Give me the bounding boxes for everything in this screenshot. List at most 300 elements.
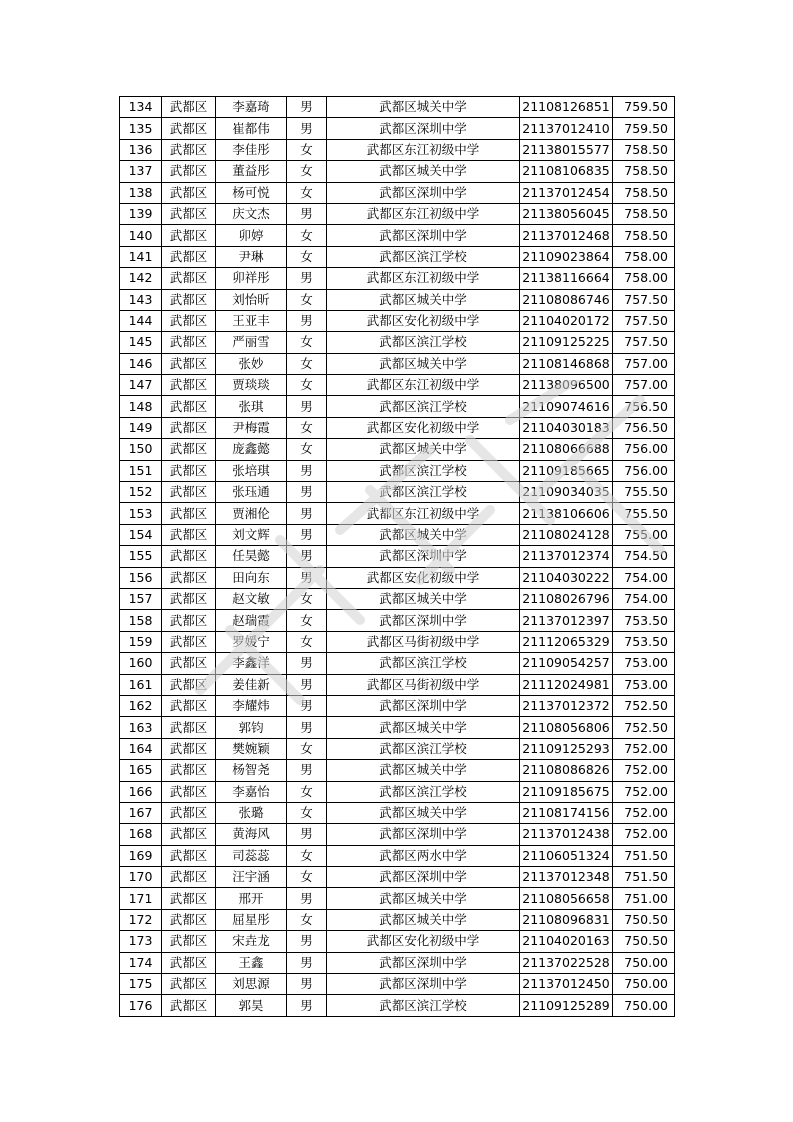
name-cell: 赵瑞霞 <box>216 610 287 631</box>
seq-cell: 152 <box>120 482 162 503</box>
score-cell: 758.00 <box>613 268 675 289</box>
table-row <box>120 695 675 716</box>
name-cell: 王鑫 <box>216 952 287 973</box>
score-cell: 756.50 <box>613 417 675 438</box>
school-cell: 武都区滨江学校 <box>327 995 520 1016</box>
gender-cell: 女 <box>287 417 327 438</box>
name-cell: 郭昊 <box>216 995 287 1016</box>
name-cell: 杨智尧 <box>216 760 287 781</box>
score-cell: 753.00 <box>613 674 675 695</box>
gender-cell: 女 <box>287 631 327 652</box>
school-cell: 武都区滨江学校 <box>327 738 520 759</box>
score-cell: 757.00 <box>613 353 675 374</box>
table-row <box>120 931 675 952</box>
exam-id-cell: 21109054257 <box>520 653 613 674</box>
school-cell: 武都区城关中学 <box>327 760 520 781</box>
seq-cell: 162 <box>120 695 162 716</box>
exam-id-cell: 21108056658 <box>520 888 613 909</box>
exam-id-cell: 21137012450 <box>520 974 613 995</box>
school-cell: 武都区马街初级中学 <box>327 631 520 652</box>
seq-cell: 154 <box>120 524 162 545</box>
exam-id-cell: 21104020172 <box>520 310 613 331</box>
school-cell: 武都区滨江学校 <box>327 396 520 417</box>
gender-cell: 男 <box>287 118 327 139</box>
table-row <box>120 738 675 759</box>
school-cell: 武都区深圳中学 <box>327 695 520 716</box>
school-cell: 武都区城关中学 <box>327 909 520 930</box>
name-cell: 汪宇涵 <box>216 867 287 888</box>
seq-cell: 175 <box>120 974 162 995</box>
district-cell: 武都区 <box>162 909 216 930</box>
seq-cell: 137 <box>120 161 162 182</box>
name-cell: 司蕊蕊 <box>216 845 287 866</box>
table-row <box>120 845 675 866</box>
name-cell: 田向东 <box>216 567 287 588</box>
gender-cell: 女 <box>287 289 327 310</box>
seq-cell: 160 <box>120 653 162 674</box>
district-cell: 武都区 <box>162 931 216 952</box>
gender-cell: 女 <box>287 375 327 396</box>
table-row <box>120 246 675 267</box>
school-cell: 武都区深圳中学 <box>327 867 520 888</box>
exam-id-cell: 21104030183 <box>520 417 613 438</box>
exam-id-cell: 21106051324 <box>520 845 613 866</box>
name-cell: 屈星彤 <box>216 909 287 930</box>
score-cell: 752.00 <box>613 802 675 823</box>
school-cell: 武都区城关中学 <box>327 524 520 545</box>
exam-id-cell: 21138056045 <box>520 203 613 224</box>
table-row <box>120 546 675 567</box>
name-cell: 罗媛宁 <box>216 631 287 652</box>
exam-id-cell: 21137012454 <box>520 182 613 203</box>
exam-id-cell: 21109023864 <box>520 246 613 267</box>
gender-cell: 女 <box>287 867 327 888</box>
school-cell: 武都区安化初级中学 <box>327 567 520 588</box>
school-cell: 武都区滨江学校 <box>327 482 520 503</box>
table-row <box>120 396 675 417</box>
score-cell: 759.50 <box>613 118 675 139</box>
seq-cell: 169 <box>120 845 162 866</box>
score-cell: 752.00 <box>613 781 675 802</box>
gender-cell: 女 <box>287 353 327 374</box>
seq-cell: 172 <box>120 909 162 930</box>
district-cell: 武都区 <box>162 246 216 267</box>
table-row <box>120 161 675 182</box>
district-cell: 武都区 <box>162 952 216 973</box>
name-cell: 黄海风 <box>216 824 287 845</box>
table-row <box>120 524 675 545</box>
seq-cell: 170 <box>120 867 162 888</box>
score-cell: 757.50 <box>613 332 675 353</box>
exam-id-cell: 21108126851 <box>520 97 613 118</box>
exam-id-cell: 21137012410 <box>520 118 613 139</box>
seq-cell: 135 <box>120 118 162 139</box>
district-cell: 武都区 <box>162 375 216 396</box>
name-cell: 张琪 <box>216 396 287 417</box>
gender-cell: 女 <box>287 139 327 160</box>
score-cell: 750.50 <box>613 931 675 952</box>
seq-cell: 161 <box>120 674 162 695</box>
seq-cell: 145 <box>120 332 162 353</box>
score-cell: 753.50 <box>613 631 675 652</box>
school-cell: 武都区深圳中学 <box>327 546 520 567</box>
table-row <box>120 118 675 139</box>
name-cell: 李嘉琦 <box>216 97 287 118</box>
table-row <box>120 802 675 823</box>
name-cell: 卯祥彤 <box>216 268 287 289</box>
seq-cell: 171 <box>120 888 162 909</box>
exam-id-cell: 21137012468 <box>520 225 613 246</box>
gender-cell: 女 <box>287 225 327 246</box>
name-cell: 尹琳 <box>216 246 287 267</box>
exam-id-cell: 21108086746 <box>520 289 613 310</box>
gender-cell: 女 <box>287 161 327 182</box>
seq-cell: 146 <box>120 353 162 374</box>
school-cell: 武都区滨江学校 <box>327 460 520 481</box>
score-cell: 755.00 <box>613 524 675 545</box>
exam-id-cell: 21137012374 <box>520 546 613 567</box>
score-cell: 752.00 <box>613 824 675 845</box>
score-cell: 750.00 <box>613 995 675 1016</box>
name-cell: 庆文杰 <box>216 203 287 224</box>
seq-cell: 174 <box>120 952 162 973</box>
seq-cell: 138 <box>120 182 162 203</box>
seq-cell: 163 <box>120 717 162 738</box>
seq-cell: 139 <box>120 203 162 224</box>
seq-cell: 136 <box>120 139 162 160</box>
table-row <box>120 460 675 481</box>
seq-cell: 153 <box>120 503 162 524</box>
score-cell: 755.50 <box>613 482 675 503</box>
score-cell: 757.00 <box>613 375 675 396</box>
score-cell: 757.50 <box>613 289 675 310</box>
district-cell: 武都区 <box>162 161 216 182</box>
table-row <box>120 268 675 289</box>
score-cell: 755.50 <box>613 503 675 524</box>
exam-id-cell: 21108096831 <box>520 909 613 930</box>
exam-id-cell: 21112024981 <box>520 674 613 695</box>
gender-cell: 女 <box>287 182 327 203</box>
exam-id-cell: 21108174156 <box>520 802 613 823</box>
exam-id-cell: 21108056806 <box>520 717 613 738</box>
gender-cell: 男 <box>287 546 327 567</box>
name-cell: 邢开 <box>216 888 287 909</box>
score-cell: 758.50 <box>613 225 675 246</box>
table-row <box>120 310 675 331</box>
score-cell: 753.50 <box>613 610 675 631</box>
gender-cell: 女 <box>287 588 327 609</box>
name-cell: 李佳彤 <box>216 139 287 160</box>
school-cell: 武都区滨江学校 <box>327 653 520 674</box>
name-cell: 刘怡昕 <box>216 289 287 310</box>
seq-cell: 140 <box>120 225 162 246</box>
district-cell: 武都区 <box>162 631 216 652</box>
district-cell: 武都区 <box>162 482 216 503</box>
exam-id-cell: 21138015577 <box>520 139 613 160</box>
district-cell: 武都区 <box>162 974 216 995</box>
seq-cell: 156 <box>120 567 162 588</box>
school-cell: 武都区东江初级中学 <box>327 268 520 289</box>
seq-cell: 158 <box>120 610 162 631</box>
gender-cell: 男 <box>287 503 327 524</box>
gender-cell: 女 <box>287 332 327 353</box>
district-cell: 武都区 <box>162 203 216 224</box>
score-cell: 758.50 <box>613 203 675 224</box>
score-cell: 754.00 <box>613 567 675 588</box>
name-cell: 崔都伟 <box>216 118 287 139</box>
school-cell: 武都区深圳中学 <box>327 952 520 973</box>
table-row <box>120 289 675 310</box>
table-row <box>120 674 675 695</box>
exam-id-cell: 21108106835 <box>520 161 613 182</box>
name-cell: 樊婉颖 <box>216 738 287 759</box>
district-cell: 武都区 <box>162 97 216 118</box>
name-cell: 贾琰琰 <box>216 375 287 396</box>
table-row <box>120 631 675 652</box>
district-cell: 武都区 <box>162 610 216 631</box>
exam-id-cell: 21109125293 <box>520 738 613 759</box>
gender-cell: 男 <box>287 824 327 845</box>
score-cell: 758.50 <box>613 182 675 203</box>
exam-id-cell: 21109074616 <box>520 396 613 417</box>
exam-id-cell: 21108024128 <box>520 524 613 545</box>
gender-cell: 女 <box>287 439 327 460</box>
table-row <box>120 182 675 203</box>
table-row <box>120 824 675 845</box>
gender-cell: 女 <box>287 246 327 267</box>
district-cell: 武都区 <box>162 289 216 310</box>
exam-id-cell: 21109125289 <box>520 995 613 1016</box>
seq-cell: 168 <box>120 824 162 845</box>
district-cell: 武都区 <box>162 118 216 139</box>
score-cell: 758.50 <box>613 139 675 160</box>
school-cell: 武都区深圳中学 <box>327 118 520 139</box>
gender-cell: 女 <box>287 738 327 759</box>
roster-table-body <box>120 97 675 1017</box>
name-cell: 姜佳新 <box>216 674 287 695</box>
district-cell: 武都区 <box>162 717 216 738</box>
district-cell: 武都区 <box>162 738 216 759</box>
score-cell: 756.50 <box>613 396 675 417</box>
table-row <box>120 439 675 460</box>
gender-cell: 男 <box>287 268 327 289</box>
school-cell: 武都区深圳中学 <box>327 182 520 203</box>
name-cell: 杨可悦 <box>216 182 287 203</box>
name-cell: 卯婷 <box>216 225 287 246</box>
table-row <box>120 353 675 374</box>
gender-cell: 男 <box>287 717 327 738</box>
seq-cell: 143 <box>120 289 162 310</box>
exam-id-cell: 21109125225 <box>520 332 613 353</box>
school-cell: 武都区东江初级中学 <box>327 203 520 224</box>
district-cell: 武都区 <box>162 588 216 609</box>
gender-cell: 男 <box>287 952 327 973</box>
exam-id-cell: 21137012348 <box>520 867 613 888</box>
name-cell: 赵文敏 <box>216 588 287 609</box>
exam-id-cell: 21109034035 <box>520 482 613 503</box>
table-row <box>120 375 675 396</box>
table-row <box>120 139 675 160</box>
table-row <box>120 332 675 353</box>
name-cell: 郭钧 <box>216 717 287 738</box>
district-cell: 武都区 <box>162 139 216 160</box>
school-cell: 武都区东江初级中学 <box>327 375 520 396</box>
score-cell: 750.00 <box>613 952 675 973</box>
gender-cell: 男 <box>287 653 327 674</box>
seq-cell: 134 <box>120 97 162 118</box>
table-row <box>120 867 675 888</box>
district-cell: 武都区 <box>162 460 216 481</box>
district-cell: 武都区 <box>162 524 216 545</box>
gender-cell: 男 <box>287 974 327 995</box>
school-cell: 武都区城关中学 <box>327 161 520 182</box>
name-cell: 李耀炜 <box>216 695 287 716</box>
school-cell: 武都区城关中学 <box>327 588 520 609</box>
district-cell: 武都区 <box>162 396 216 417</box>
exam-id-cell: 21137022528 <box>520 952 613 973</box>
district-cell: 武都区 <box>162 674 216 695</box>
score-cell: 751.50 <box>613 867 675 888</box>
name-cell: 严丽雪 <box>216 332 287 353</box>
district-cell: 武都区 <box>162 824 216 845</box>
school-cell: 武都区城关中学 <box>327 353 520 374</box>
name-cell: 李鑫洋 <box>216 653 287 674</box>
school-cell: 武都区深圳中学 <box>327 225 520 246</box>
name-cell: 王亚丰 <box>216 310 287 331</box>
school-cell: 武都区城关中学 <box>327 888 520 909</box>
exam-id-cell: 21109185675 <box>520 781 613 802</box>
district-cell: 武都区 <box>162 353 216 374</box>
school-cell: 武都区两水中学 <box>327 845 520 866</box>
district-cell: 武都区 <box>162 567 216 588</box>
gender-cell: 男 <box>287 567 327 588</box>
name-cell: 张培琪 <box>216 460 287 481</box>
district-cell: 武都区 <box>162 781 216 802</box>
gender-cell: 男 <box>287 931 327 952</box>
gender-cell: 男 <box>287 995 327 1016</box>
gender-cell: 男 <box>287 482 327 503</box>
score-cell: 757.50 <box>613 310 675 331</box>
district-cell: 武都区 <box>162 310 216 331</box>
table-row <box>120 760 675 781</box>
score-cell: 753.00 <box>613 653 675 674</box>
exam-id-cell: 21108026796 <box>520 588 613 609</box>
school-cell: 武都区安化初级中学 <box>327 417 520 438</box>
exam-id-cell: 21108146868 <box>520 353 613 374</box>
table-row <box>120 610 675 631</box>
name-cell: 宋垚龙 <box>216 931 287 952</box>
table-row <box>120 888 675 909</box>
district-cell: 武都区 <box>162 546 216 567</box>
table-row <box>120 482 675 503</box>
table-row <box>120 974 675 995</box>
exam-id-cell: 21137012397 <box>520 610 613 631</box>
seq-cell: 147 <box>120 375 162 396</box>
table-row <box>120 909 675 930</box>
score-cell: 752.00 <box>613 760 675 781</box>
seq-cell: 155 <box>120 546 162 567</box>
gender-cell: 女 <box>287 802 327 823</box>
district-cell: 武都区 <box>162 439 216 460</box>
district-cell: 武都区 <box>162 653 216 674</box>
score-cell: 751.50 <box>613 845 675 866</box>
table-row <box>120 588 675 609</box>
exam-id-cell: 21137012372 <box>520 695 613 716</box>
school-cell: 武都区滨江学校 <box>327 332 520 353</box>
exam-id-cell: 21112065329 <box>520 631 613 652</box>
table-row <box>120 653 675 674</box>
score-cell: 756.00 <box>613 460 675 481</box>
district-cell: 武都区 <box>162 802 216 823</box>
school-cell: 武都区滨江学校 <box>327 246 520 267</box>
school-cell: 武都区深圳中学 <box>327 610 520 631</box>
district-cell: 武都区 <box>162 225 216 246</box>
gender-cell: 男 <box>287 524 327 545</box>
exam-id-cell: 21138116664 <box>520 268 613 289</box>
district-cell: 武都区 <box>162 332 216 353</box>
table-row <box>120 567 675 588</box>
seq-cell: 159 <box>120 631 162 652</box>
seq-cell: 148 <box>120 396 162 417</box>
seq-cell: 141 <box>120 246 162 267</box>
school-cell: 武都区城关中学 <box>327 802 520 823</box>
school-cell: 武都区城关中学 <box>327 439 520 460</box>
table-row <box>120 995 675 1016</box>
gender-cell: 男 <box>287 203 327 224</box>
district-cell: 武都区 <box>162 182 216 203</box>
table-row <box>120 781 675 802</box>
name-cell: 李嘉怡 <box>216 781 287 802</box>
name-cell: 庞鑫懿 <box>216 439 287 460</box>
school-cell: 武都区东江初级中学 <box>327 139 520 160</box>
district-cell: 武都区 <box>162 995 216 1016</box>
exam-id-cell: 21138096500 <box>520 375 613 396</box>
district-cell: 武都区 <box>162 503 216 524</box>
seq-cell: 167 <box>120 802 162 823</box>
school-cell: 武都区马街初级中学 <box>327 674 520 695</box>
table-row <box>120 97 675 118</box>
table-row <box>120 417 675 438</box>
score-cell: 752.00 <box>613 738 675 759</box>
name-cell: 刘思源 <box>216 974 287 995</box>
seq-cell: 164 <box>120 738 162 759</box>
score-cell: 752.50 <box>613 717 675 738</box>
gender-cell: 女 <box>287 909 327 930</box>
district-cell: 武都区 <box>162 760 216 781</box>
district-cell: 武都区 <box>162 888 216 909</box>
score-cell: 750.50 <box>613 909 675 930</box>
score-cell: 759.50 <box>613 97 675 118</box>
score-cell: 756.00 <box>613 439 675 460</box>
school-cell: 武都区深圳中学 <box>327 974 520 995</box>
score-cell: 750.00 <box>613 974 675 995</box>
seq-cell: 173 <box>120 931 162 952</box>
name-cell: 张璐 <box>216 802 287 823</box>
table-row <box>120 717 675 738</box>
exam-id-cell: 21109185665 <box>520 460 613 481</box>
seq-cell: 142 <box>120 268 162 289</box>
gender-cell: 男 <box>287 760 327 781</box>
district-cell: 武都区 <box>162 845 216 866</box>
school-cell: 武都区安化初级中学 <box>327 931 520 952</box>
school-cell: 武都区城关中学 <box>327 97 520 118</box>
seq-cell: 149 <box>120 417 162 438</box>
seq-cell: 157 <box>120 588 162 609</box>
name-cell: 任昊懿 <box>216 546 287 567</box>
name-cell: 尹梅霞 <box>216 417 287 438</box>
gender-cell: 男 <box>287 695 327 716</box>
district-cell: 武都区 <box>162 268 216 289</box>
